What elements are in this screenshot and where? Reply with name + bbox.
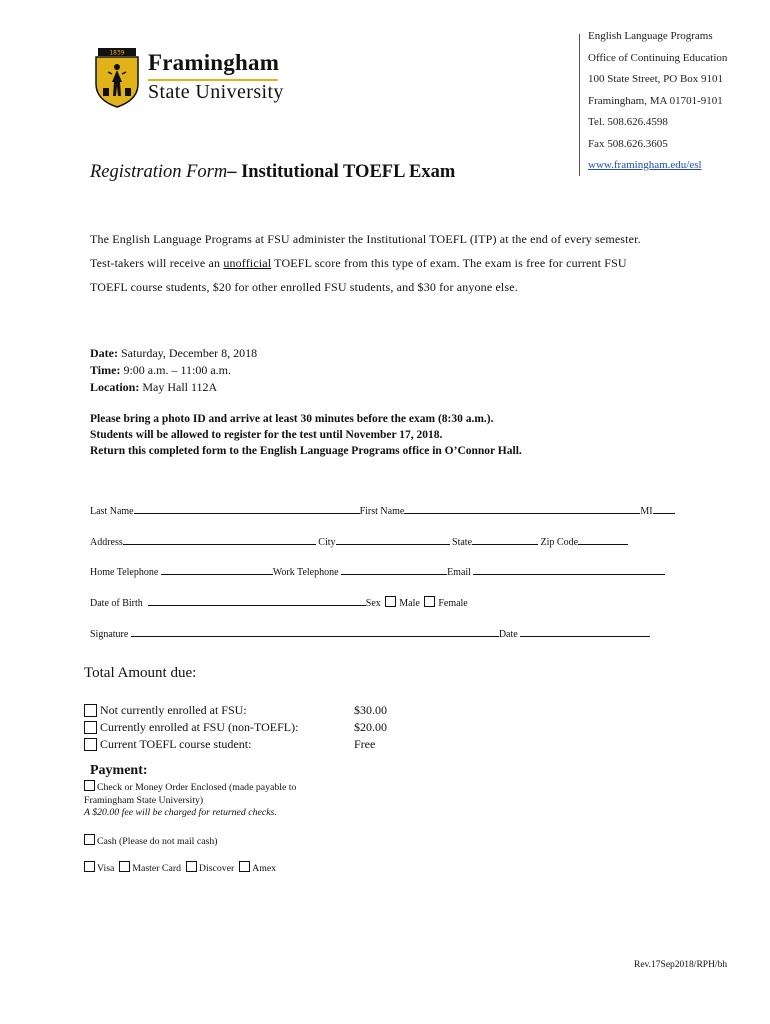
check-checkbox[interactable] [84,780,95,791]
intro-text-1: The English Language Programs at FSU administer the Institutional TOEFL (ITP) at the end of every semester. Test-takers will receive an [90,232,641,270]
city-field[interactable] [336,534,450,545]
note-deadline: Students will be allowed to register for the test until November 17, 2018. [90,429,443,441]
intro-paragraph [90,228,650,299]
amount-options [84,702,298,753]
option-enrolled-non-toefl[interactable] [84,719,298,736]
home-tel-field[interactable] [161,564,273,575]
discover-label: Discover [198,863,235,874]
check-option[interactable] [84,780,344,807]
signature-row [90,626,650,640]
phone-row [90,564,665,578]
address-field[interactable] [123,534,316,545]
first-name-label: First Name [359,506,405,517]
enrolled-checkbox[interactable] [84,721,97,734]
name-row [90,503,675,517]
zip-field[interactable] [578,534,628,545]
female-checkbox[interactable] [424,596,435,607]
contact-city: Framingham, MA 01701-9101 [588,94,723,107]
mastercard-label: Master Card [132,863,181,874]
time-line [90,362,257,379]
email-field[interactable] [473,564,665,575]
female-label: Female [438,598,468,609]
title-italic: Registration Form [90,162,228,182]
amex-label: Amex [252,863,277,874]
cash-checkbox[interactable] [84,834,95,845]
not-enrolled-checkbox[interactable] [84,704,97,717]
dob-label: Date of Birth [90,598,143,609]
university-name: Framingham [148,50,280,75]
location-label: Location: [90,380,140,394]
mi-label: MI [640,506,653,517]
price-enrolled: $20.00 [354,720,387,734]
intro-text-2: TOEFL score from this type of exam. The exam is free for current FSU TOEFL course students, $20 for other enrolled FSU students, and $30 for anyone else. [90,255,627,294]
mastercard-checkbox[interactable] [119,861,130,872]
header-divider [579,34,580,176]
location-line [90,379,257,396]
option-label: Current TOEFL course student: [100,737,252,751]
note-return-form: Return this completed form to the English Language Programs office in O’Connor Hall. [90,445,522,457]
price-not-enrolled: $30.00 [354,703,387,717]
address-row [90,534,628,548]
option-label: Currently enrolled at FSU (non-TOEFL): [100,720,299,734]
university-logo [94,48,284,110]
state-field[interactable] [472,534,538,545]
page-title [90,162,455,183]
date-label: Date: [90,346,118,360]
zip-label: Zip Code [540,537,579,548]
cash-label: Cash (Please do not mail cash) [97,835,218,847]
contact-block [588,26,727,177]
card-options [84,861,344,876]
website-link[interactable]: www.framingham.edu/esl [588,159,702,171]
intro-underlined: unofficial [223,255,272,270]
check-label: Check or Money Order Enclosed (made payable to Framingham State University) [84,782,297,806]
seal-year: 1839 [109,49,125,57]
date-value: Saturday, December 8, 2018 [117,346,258,360]
male-checkbox[interactable] [385,596,396,607]
mi-field[interactable] [653,503,675,514]
university-seal-icon [94,48,140,108]
state-label: State [452,537,473,548]
signature-field[interactable] [131,626,499,637]
price-toefl-student: Free [354,737,376,751]
time-value: 9:00 a.m. – 11:00 a.m. [120,363,231,377]
total-amount-title: Total Amount due: [84,665,197,681]
dob-row [90,595,468,609]
first-name-field[interactable] [404,503,640,514]
home-tel-label: Home Telephone [90,567,159,578]
address-label: Address [90,537,123,548]
time-label: Time: [90,363,121,377]
visa-checkbox[interactable] [84,861,95,872]
last-name-field[interactable] [134,503,360,514]
note-photo-id: Please bring a photo ID and arrive at least 30 minutes before the exam (8:30 a.m.). [90,413,494,425]
exam-details [90,345,257,396]
sign-date-label: Date [498,629,518,640]
revision-note: Rev.17Sep2018/RPH/bh [634,960,728,970]
payment-section [84,780,344,876]
contact-street: 100 State Street, PO Box 9101 [588,73,724,85]
discover-checkbox[interactable] [186,861,197,872]
contact-tel: Tel. 508.626.4598 [588,116,668,128]
work-tel-field[interactable] [341,564,447,575]
toefl-student-checkbox[interactable] [84,738,97,751]
contact-dept: English Language Programs [588,30,713,42]
contact-office: Office of Continuing Education [588,51,728,64]
dob-field[interactable] [148,595,366,606]
option-toefl-student[interactable] [84,736,298,753]
email-label: Email [447,567,471,578]
amex-checkbox[interactable] [239,861,250,872]
important-notes [90,411,522,459]
option-not-enrolled[interactable] [84,702,298,719]
amount-prices [354,702,387,753]
sign-date-field[interactable] [520,626,650,637]
option-label: Not currently enrolled at FSU: [100,703,247,717]
visa-label: Visa [97,863,115,874]
university-subname: State University [148,81,284,103]
signature-label: Signature [90,629,129,640]
contact-fax: Fax 508.626.3605 [588,137,668,150]
work-tel-label: Work Telephone [272,567,339,578]
check-fee-note: A $20.00 fee will be charged for returned checks. [84,807,277,818]
male-label: Male [399,598,420,609]
payment-title: Payment: [90,763,148,778]
cash-option[interactable] [84,834,344,849]
city-label: City [318,537,336,548]
sex-label: Sex [365,598,381,609]
date-line [90,345,257,362]
title-rest: – Institutional TOEFL Exam [227,162,456,182]
last-name-label: Last Name [90,506,134,517]
location-value: May Hall 112A [139,380,218,394]
